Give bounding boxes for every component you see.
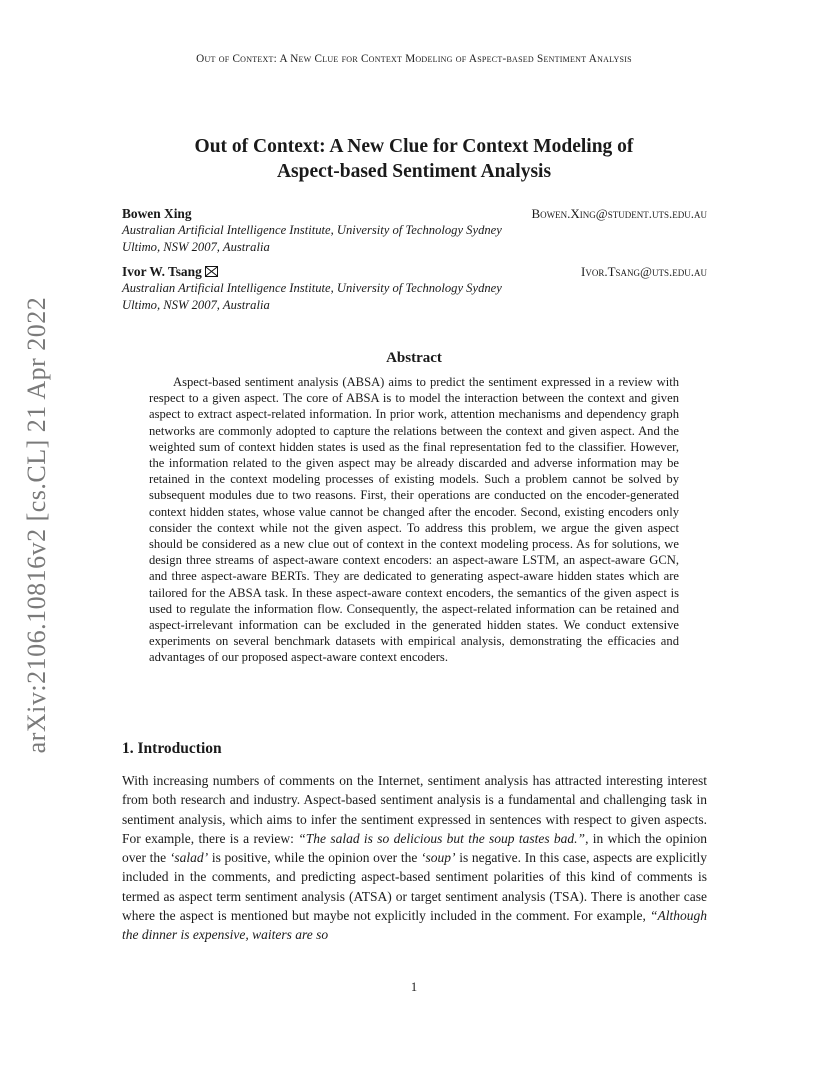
paper-title: [100, 134, 728, 184]
author-name: Ivor W. Tsang: [122, 264, 202, 279]
intro-text: is negative. In this case, aspects are explicitly included in the comments, and predicting aspect-based sentiment polarities of this kind of comments is termed as aspect term sentiment analysis (ATSA) or target sentiment analysis (TSA). There is another case where the aspect is mentioned but maybe not explicitly included in the comment. For example,: [122, 850, 707, 924]
intro-quote: “The salad is so delicious but the soup tastes bad.”: [298, 830, 586, 846]
author-block-2: [122, 263, 707, 314]
author-block-1: [122, 205, 707, 256]
author-email: Ivor.Tsang@uts.edu.au: [581, 264, 707, 279]
author-affiliation: Australian Artificial Intelligence Institute, University of Technology Sydney: [122, 223, 502, 237]
arxiv-stamp: arXiv:2106.10816v2 [cs.CL] 21 Apr 2022: [22, 296, 51, 754]
intro-text: With increasing numbers of comments on the Internet, sentiment analysis has attracted interesting interest from both research and industry. Aspect-based sentiment analysis is a fundamental and challenging task in sentiment analysis, which aims to infer the sentiment expressed in sentences with respect to given aspects. For example, there is a review:: [122, 773, 707, 846]
author-name: Bowen Xing: [122, 206, 192, 221]
intro-quote: “Although the dinner is expensive, waiters are so: [122, 908, 707, 943]
intro-paragraph: [122, 771, 707, 945]
title-line-1: Out of Context: A New Clue for Context Modeling of: [194, 136, 634, 157]
intro-text: , in which the opinion over the: [122, 830, 707, 866]
abstract-body: Aspect-based sentiment analysis (ABSA) aims to predict the sentiment expressed in a review with respect to a given aspect. The core of ABSA is to model the interaction between the context and given aspect to extract aspect-related information. In prior work, attention mechanisms and dependency graph networks are commonly adopted to capture the relations between the context and given aspect. And the weighted sum of context hidden states is used as the final representation fed to the classifier. However, the information related to the given aspect may be already discarded and adverse information may be retained in the context modeling processes of existing models. Such a problem cannot be solved by subsequent modules due to two reasons. First, their operations are conducted on the encoder-generated context hidden states, whose value cannot be changed after the encoder. Second, existing encoders only consider the context while not the given aspect. To address this problem, we argue the given aspect should be considered as a new clue out of context in the context modeling process. As for solutions, we design three streams of aspect-aware context encoders: an aspect-aware LSTM, an aspect-aware GCN, and three aspect-aware BERTs. They are dedicated to generating aspect-aware hidden states which are tailored for the ABSA task. In these aspect-aware context encoders, the semantics of the given aspect is used to regulate the information flow. Consequently, the aspect-related information can be retained and aspect-irrelevant information can be excluded in the generated hidden states. We conduct extensive experiments on several benchmark datasets with empirical analysis, demonstrating the efficacies and advantages of our proposed aspect-aware context encoders.: [149, 375, 679, 665]
intro-aspect: ‘salad’: [169, 850, 209, 866]
abstract-heading: Abstract: [386, 350, 442, 366]
author-address: Ultimo, NSW 2007, Australia: [122, 298, 270, 312]
envelope-icon: [205, 266, 218, 277]
page-number: 1: [410, 980, 418, 994]
author-affiliation: Australian Artificial Intelligence Institute, University of Technology Sydney: [122, 281, 502, 295]
section-heading: 1. Introduction: [122, 740, 222, 757]
author-email: Bowen.Xing@student.uts.edu.au: [531, 206, 707, 221]
title-line-2: Aspect-based Sentiment Analysis: [276, 161, 552, 182]
running-head: Out of Context: A New Clue for Context Modeling of Aspect-based Sentiment Analysis: [196, 53, 632, 65]
author-address: Ultimo, NSW 2007, Australia: [122, 240, 270, 254]
intro-aspect: ‘soup’: [421, 850, 456, 866]
intro-text: is positive, while the opinion over the: [208, 850, 422, 866]
